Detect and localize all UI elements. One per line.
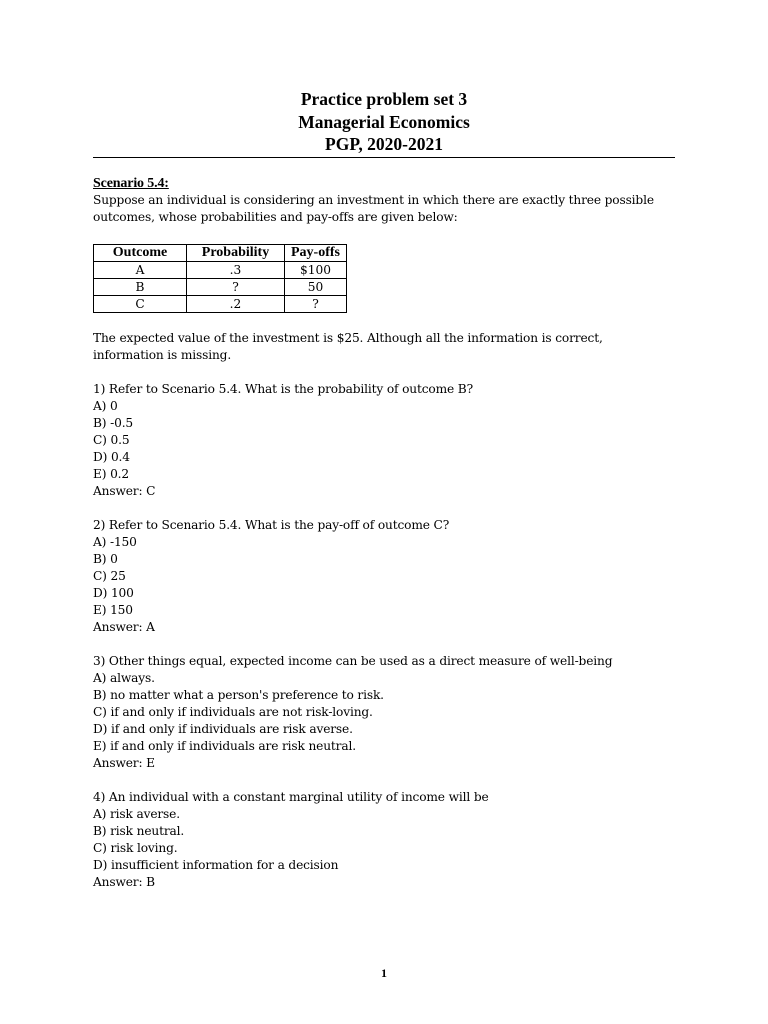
question-text: 2) Refer to Scenario 5.4. What is the pay-off of outcome C?	[93, 518, 450, 532]
table-row	[94, 279, 347, 296]
table-row	[94, 296, 347, 313]
answer-option: E) if and only if individuals are risk neutral.	[93, 739, 356, 753]
table-cell: C	[94, 296, 187, 313]
answer-option: B) no matter what a person's preference to risk.	[93, 688, 384, 702]
table-cell: ?	[187, 279, 285, 296]
note-line-2: information is missing.	[93, 348, 232, 362]
table-row	[94, 262, 347, 279]
answer-option: C) 0.5	[93, 433, 130, 447]
table-header-row	[94, 245, 347, 262]
question-block	[93, 381, 683, 500]
answer-option: C) if and only if individuals are not risk-loving.	[93, 705, 373, 719]
table-cell: 50	[285, 279, 347, 296]
table-header-cell: Pay-offs	[285, 245, 347, 262]
table-cell: ?	[285, 296, 347, 313]
question-text: 1) Refer to Scenario 5.4. What is the probability of outcome B?	[93, 382, 473, 396]
answer-key: Answer: C	[93, 484, 156, 498]
table-header-cell: Probability	[187, 245, 285, 262]
table-cell: .2	[187, 296, 285, 313]
table-cell: B	[94, 279, 187, 296]
answer-option: B) risk neutral.	[93, 824, 185, 838]
answer-option: A) risk averse.	[93, 807, 180, 821]
header-title: Practice problem set 3	[300, 89, 468, 109]
table-cell: A	[94, 262, 187, 279]
answer-option: A) -150	[93, 535, 137, 549]
answer-option: E) 150	[93, 603, 133, 617]
question-block	[93, 517, 683, 636]
answer-option: D) 100	[93, 586, 134, 600]
scenario-intro-line-2: outcomes, whose probabilities and pay-offs are given below:	[93, 210, 458, 224]
header-course: Managerial Economics	[298, 111, 470, 132]
answer-key: Answer: B	[93, 875, 155, 889]
question-text: 3) Other things equal, expected income can be used as a direct measure of well-being	[93, 654, 613, 668]
answer-key: Answer: A	[93, 620, 155, 634]
answer-option: B) -0.5	[93, 416, 134, 430]
questions-section	[93, 330, 683, 891]
table-header-cell: Outcome	[94, 245, 187, 262]
answer-option: D) if and only if individuals are risk averse.	[93, 722, 353, 736]
scenario-section	[93, 175, 683, 226]
answer-option: E) 0.2	[93, 467, 130, 481]
table-cell: .3	[187, 262, 285, 279]
answer-key: Answer: E	[93, 756, 155, 770]
header-rule	[93, 157, 675, 158]
answer-option: C) 25	[93, 569, 126, 583]
table-cell: $100	[285, 262, 347, 279]
question-text: 4) An individual with a constant marginal utility of income will be	[93, 790, 489, 804]
scenario-intro-line-1: Suppose an individual is considering an investment in which there are exactly three possible	[93, 193, 654, 207]
header-term: PGP, 2020-2021	[325, 134, 443, 154]
answer-option: A) always.	[93, 671, 155, 685]
scenario-title: Scenario 5.4:	[93, 176, 169, 191]
answer-option: A) 0	[93, 399, 118, 413]
answer-option: C) risk loving.	[93, 841, 178, 855]
answer-option: D) insufficient information for a decision	[93, 858, 339, 872]
payoff-table	[93, 244, 347, 313]
answer-option: B) 0	[93, 552, 118, 566]
page-number: 1	[381, 966, 387, 980]
answer-option: D) 0.4	[93, 450, 130, 464]
question-block	[93, 653, 683, 772]
question-block	[93, 789, 683, 891]
note-line-1: The expected value of the investment is $25. Although all the information is correct,	[93, 331, 603, 345]
document-header	[0, 88, 768, 156]
